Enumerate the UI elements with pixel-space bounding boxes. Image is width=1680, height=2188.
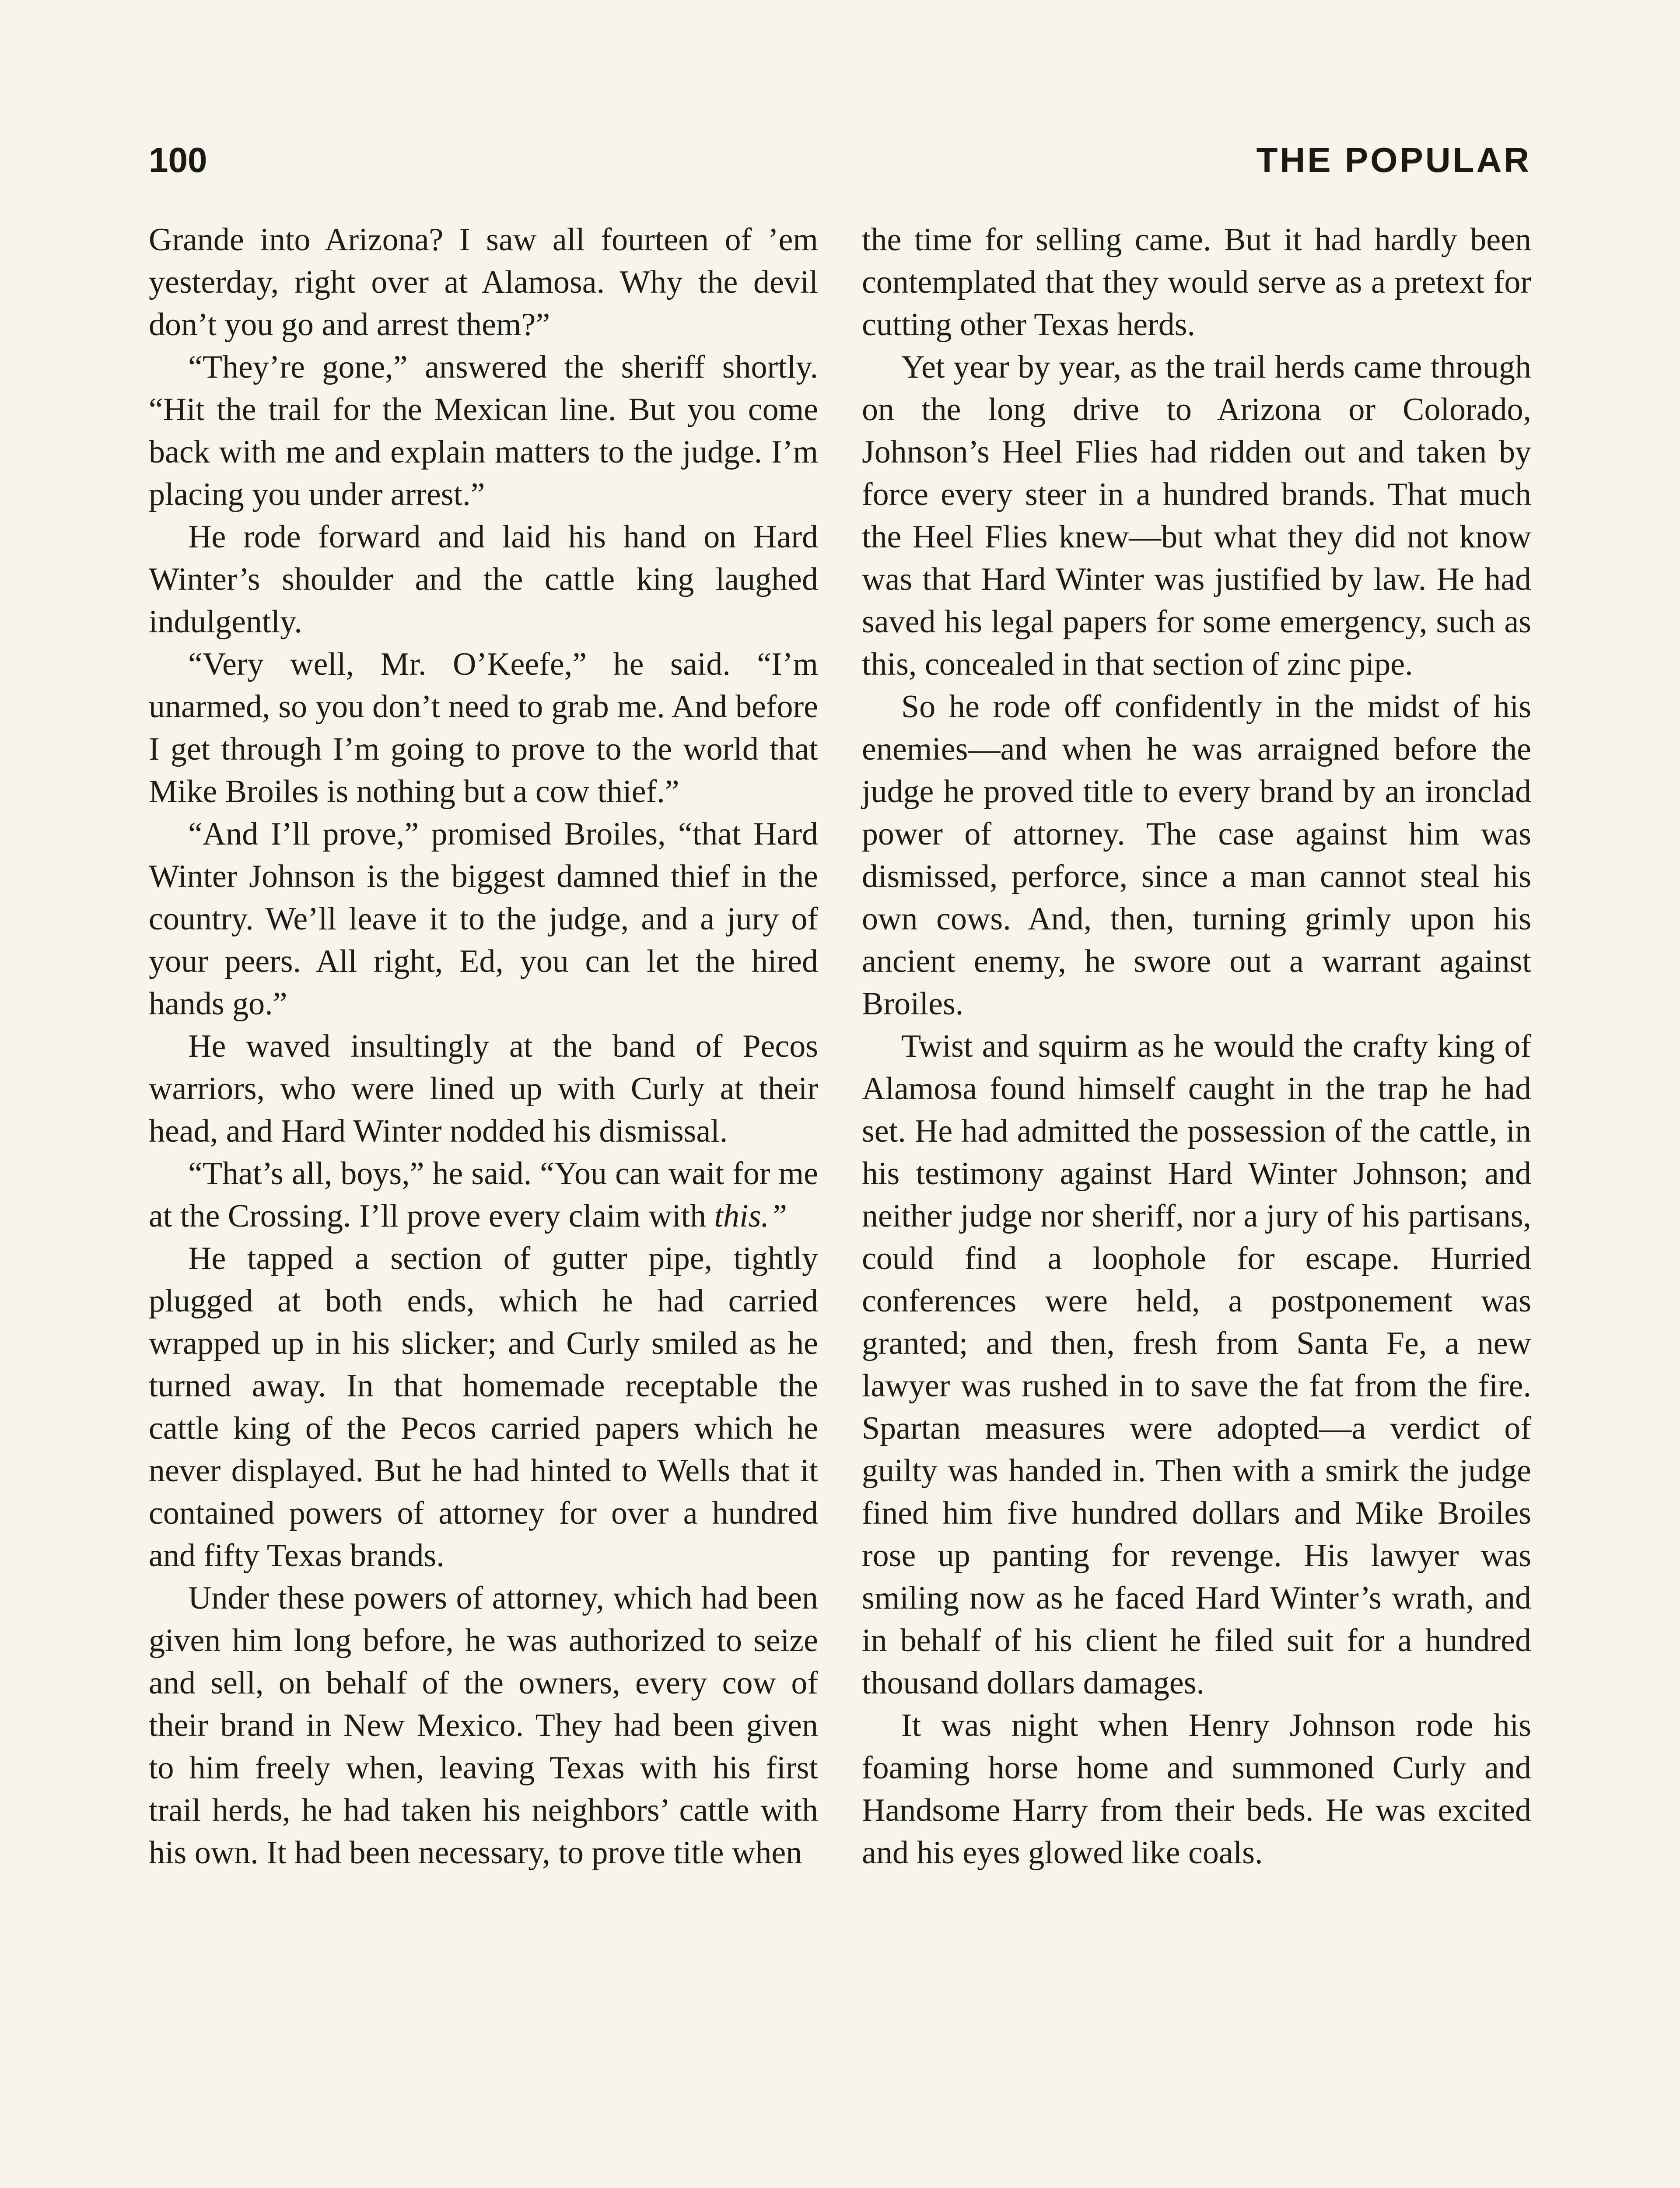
paragraph-text: “Very well, Mr. O’Keefe,” he said. “I’m unarmed, so you don’t need to grab me. And before I get through I’m going to prove to the world that Mike Broiles is nothing but a cow thief.” — [149, 646, 818, 810]
paragraph-text: Under these powers of attorney, which had been given him long before, he was authorized to seize and sell, on behalf of the owners, every cow of their brand in New Mexico. They had been given to him freely when, leaving Texas with his first trail herds, he had taken his neighbors’ cattle with his own. It had been necessary, to prove title when — [149, 1580, 818, 1871]
emphasized-text: this.” — [714, 1198, 788, 1234]
paragraph — [149, 813, 818, 1025]
page-number: 100 — [149, 140, 207, 179]
paragraph — [149, 1577, 818, 1874]
paragraph — [149, 346, 818, 516]
paragraph — [149, 219, 818, 346]
paragraph — [149, 1238, 818, 1577]
paragraph-text: Grande into Arizona? I saw all fourteen of ’em yesterday, right over at Alamosa. Why the devil don’t you go and arrest them?” — [149, 222, 818, 343]
paragraph-text: “That’s all, boys,” he said. “You can wait for me at the Crossing. I’ll prove every claim with — [149, 1156, 818, 1234]
paragraph — [862, 686, 1531, 1025]
running-head: THE POPULAR — [1256, 140, 1531, 179]
paragraph-text: the time for selling came. But it had hardly been contemplated that they would serve as a pretext for cutting other Texas herds. — [862, 222, 1531, 343]
paragraph — [862, 1704, 1531, 1874]
paragraph — [862, 346, 1531, 686]
left-column — [149, 219, 818, 1874]
page-header — [149, 140, 1531, 188]
paragraph — [862, 219, 1531, 346]
paragraph-text: “And I’ll prove,” promised Broiles, “that Hard Winter Johnson is the biggest damned thief in the country. We’ll leave it to the judge, and a jury of your peers. All right, Ed, you can let the hired hands go.” — [149, 816, 818, 1022]
paragraph-text: “They’re gone,” answered the sheriff shortly. “Hit the trail for the Mexican line. But you come back with me and explain matters to the judge. I’m placing you under arrest.” — [149, 349, 818, 512]
paragraph — [149, 1025, 818, 1153]
right-column — [862, 219, 1531, 1874]
paragraph-text: Twist and squirm as he would the crafty king of Alamosa found himself caught in the trap he had set. He had admitted the possession of the cattle, in his testimony against Hard Winter Johnson; and neither judge nor sheriff, nor a jury of his partisans, could find a loophole for escape. Hurried conferences were held, a postponement was granted; and then, fresh from Santa Fe, a new lawyer was rushed in to save the fat from the fire. Spartan measures were adopted—a verdict of guilty was handed in. Then with a smirk the judge fined him five hundred dollars and Mike Broiles rose up panting for revenge. His lawyer was smiling now as he faced Hard Winter’s wrath, and in behalf of his client he filed suit for a hundred thousand dollars damages. — [862, 1028, 1531, 1701]
paragraph — [149, 1153, 818, 1238]
paragraph-text: Yet year by year, as the trail herds came through on the long drive to Arizona or Colorado, Johnson’s Heel Flies had ridden out and taken by force every steer in a hundred brands. That much the Heel Flies knew—but what they did not know was that Hard Winter was justified by law. He had saved his legal papers for some emergency, such as this, concealed in that section of zinc pipe. — [862, 349, 1531, 682]
paragraph-text: So he rode off confidently in the midst of his enemies—and when he was arraigned before the judge he proved title to every brand by an ironclad power of attorney. The case against him was dismissed, perforce, since a man cannot steal his own cows. And, then, turning grimly upon his ancient enemy, he swore out a warrant against Broiles. — [862, 689, 1531, 1022]
paragraph — [149, 643, 818, 813]
paragraph-text: It was night when Henry Johnson rode his foaming horse home and summoned Curly and Handsome Harry from their beds. He was excited and his eyes glowed like coals. — [862, 1708, 1531, 1871]
paragraph-text: He tapped a section of gutter pipe, tightly plugged at both ends, which he had carried wrapped up in his slicker; and Curly smiled as he turned away. In that homemade receptable the cattle king of the Pecos carried papers which he never displayed. But he had hinted to Wells that it contained powers of attorney for over a hundred and fifty Texas brands. — [149, 1241, 818, 1574]
paragraph-text: He rode forward and laid his hand on Hard Winter’s shoulder and the cattle king laughed indulgently. — [149, 519, 818, 640]
paragraph — [862, 1025, 1531, 1704]
paragraph — [149, 516, 818, 643]
paragraph-text: He waved insultingly at the band of Pecos warriors, who were lined up with Curly at their head, and Hard Winter nodded his dismissal. — [149, 1028, 818, 1149]
